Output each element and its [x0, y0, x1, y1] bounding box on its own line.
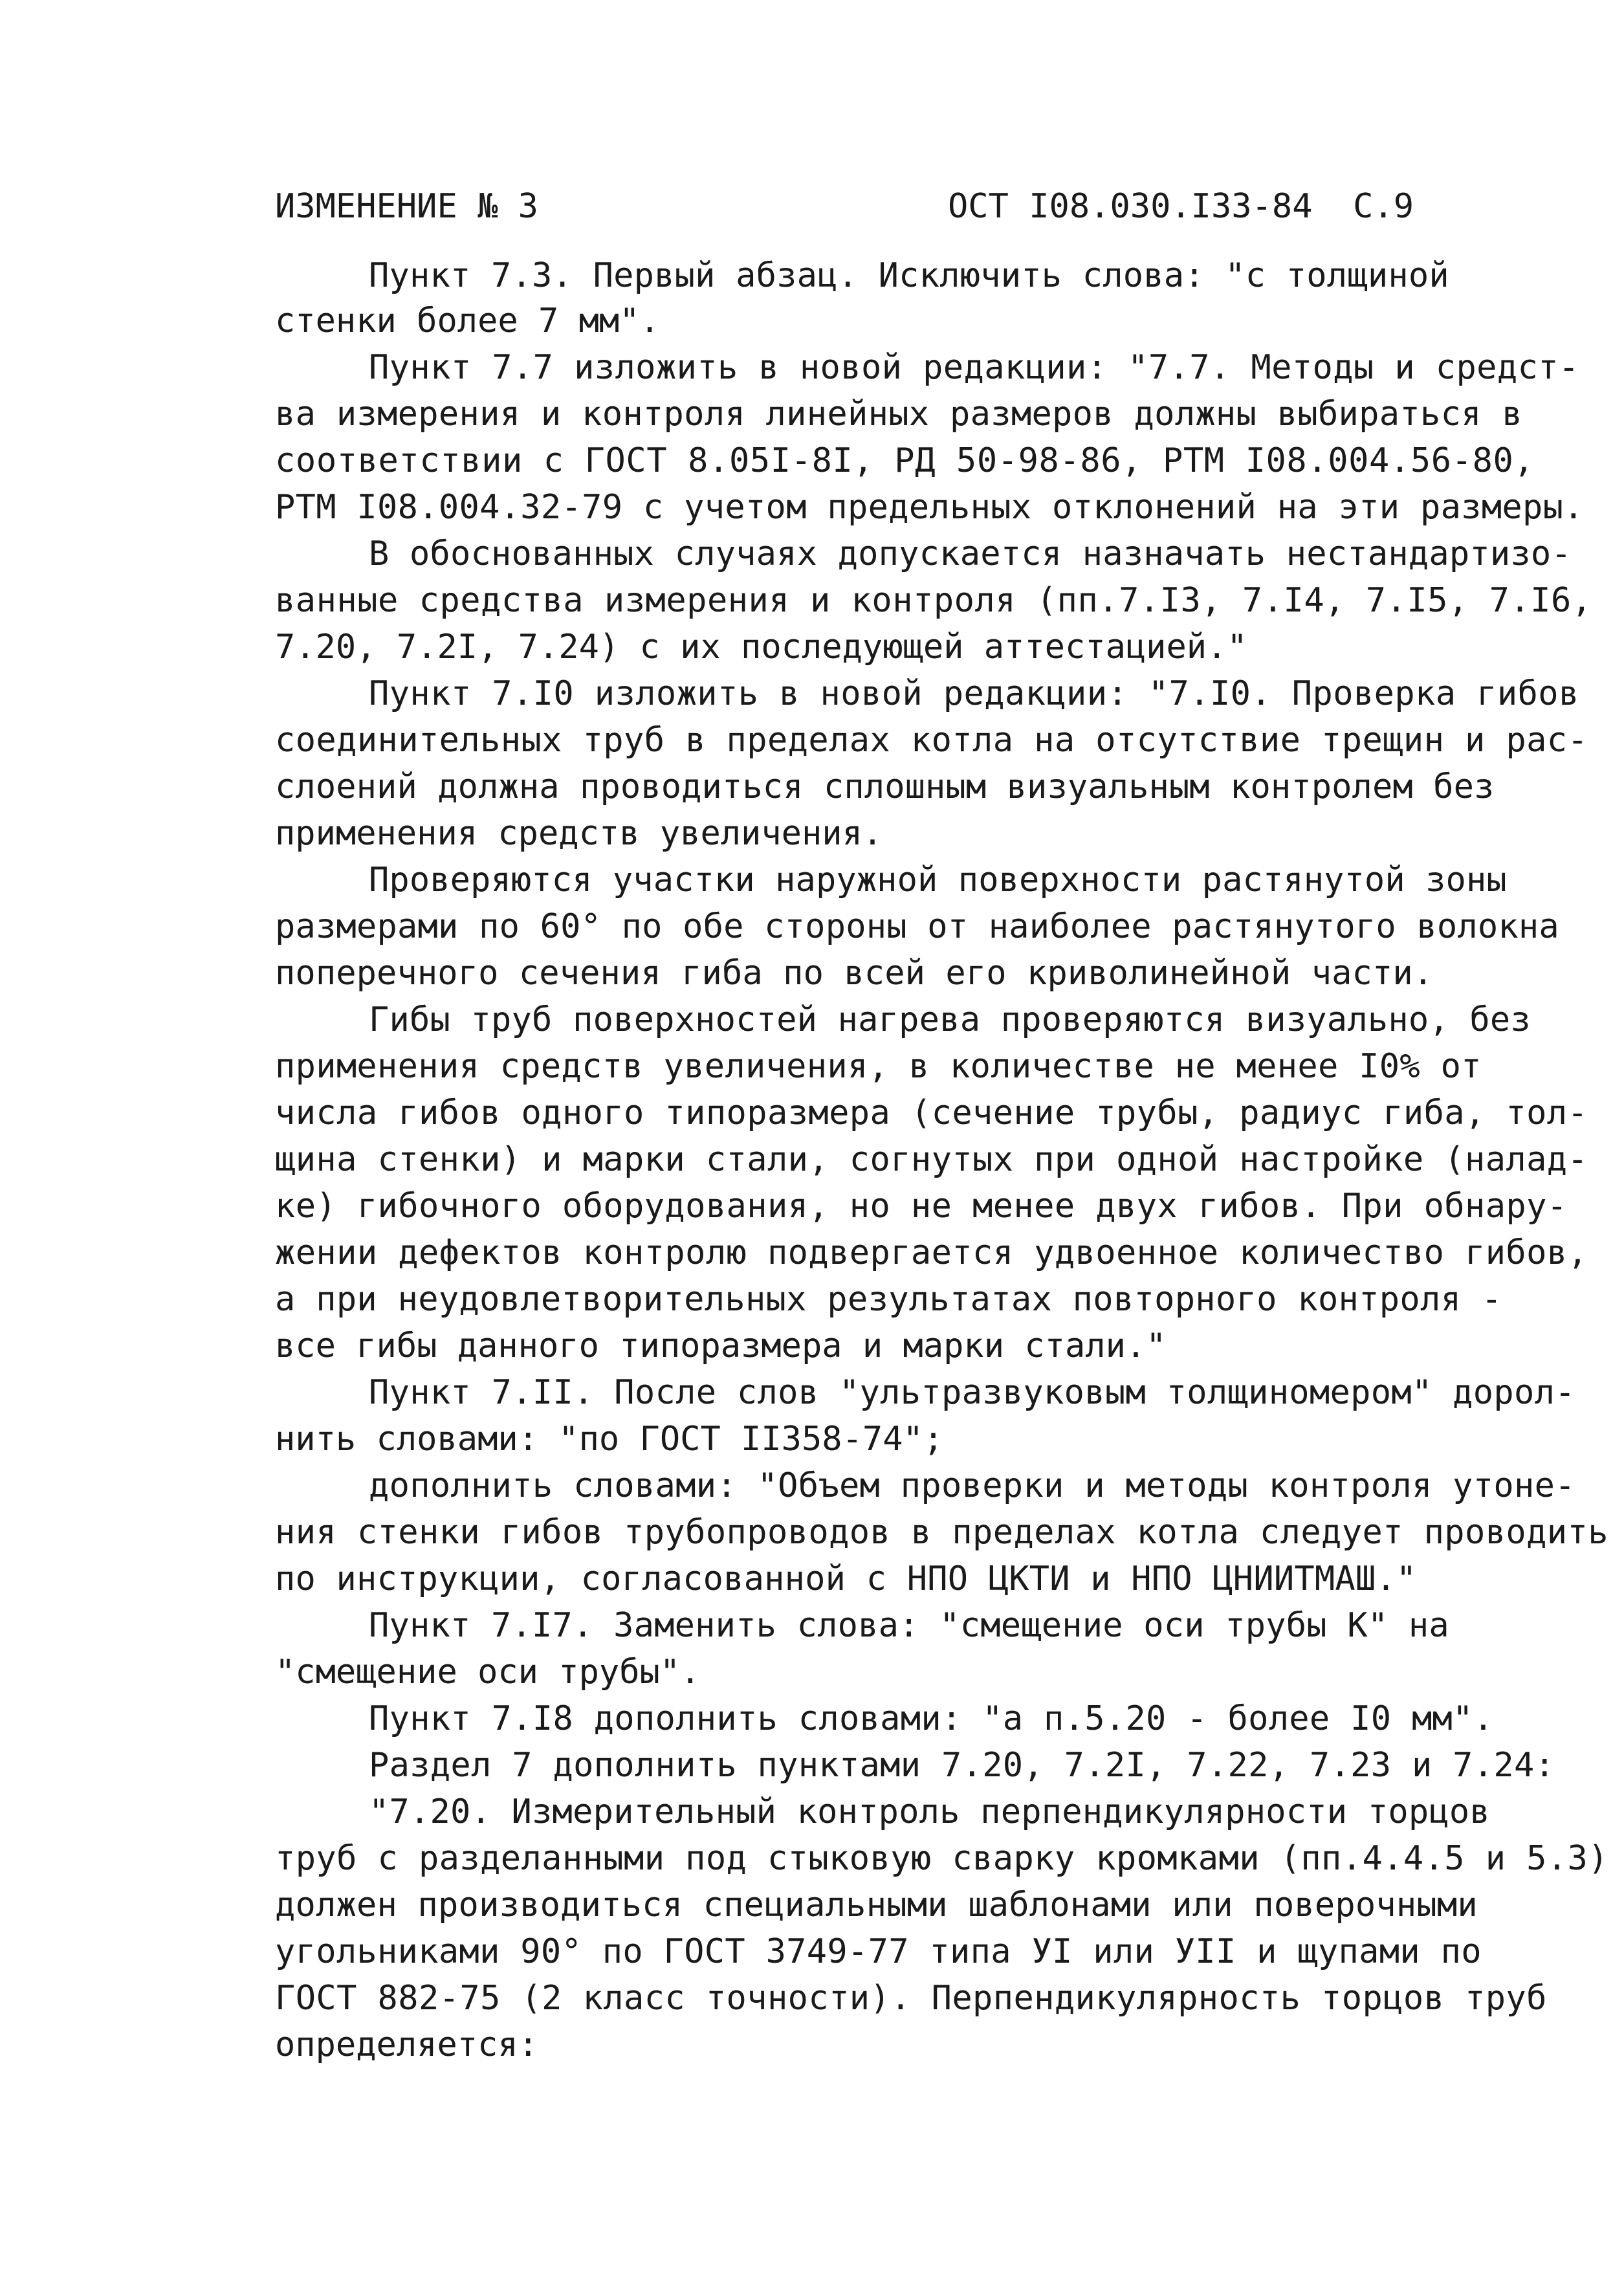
text-line: нить словами: "по ГОСТ II358-74"; [275, 1420, 944, 1459]
text-line: соответствии с ГОСТ 8.05I-8I, РД 50-98-86, РТМ I08.004.56-80, [275, 441, 1535, 480]
text-line: 7.20, 7.2I, 7.24) с их последующей аттестацией." [275, 628, 1247, 667]
text-line: Пункт 7.7 изложить в новой редакции: "7.7. Методы и средст- [369, 348, 1579, 387]
degree-text-segment: ° по обе стороны от наиболее растянутого волокна [580, 907, 1559, 946]
text-line: "смещение оси трубы". [275, 1653, 701, 1692]
text-line: все гибы данного типоразмера и марки стали." [275, 1327, 1167, 1365]
text-line: применения средств увеличения, в количестве не менее I0% от [275, 1047, 1482, 1086]
degree-text-segment: ° по ГОСТ 3749-77 типа УI или УII и щупами по [561, 1932, 1482, 1971]
text-line: а при неудовлетворительных результатах повторного контроля - [275, 1280, 1502, 1319]
text-line: слоений должна проводиться сплошным визуальным контролем без [275, 767, 1495, 806]
text-line: Пункт 7.3. Первый абзац. Исключить слова: "с толщиной [369, 256, 1449, 295]
text-line: должен производиться специальными шаблонами или поверочными [275, 1886, 1478, 1925]
text-line: соединительных труб в пределах котла на отсутствие трещин и рас- [275, 721, 1588, 760]
change-number-header: ИЗМЕНЕНИЕ № 3 [275, 187, 538, 226]
text-line: жении дефектов контролю подвергается удвоенное количество гибов, [275, 1233, 1588, 1272]
text-line: числа гибов одного типоразмера (сечение трубы, радиус гиба, тол- [275, 1094, 1588, 1132]
text-segment: угольниками 90 [275, 1932, 562, 1971]
text-line: "7.20. Измерительный контроль перпендикулярности торцов [369, 1792, 1490, 1831]
text-line [275, 1928, 1482, 1975]
text-line: труб с разделанными под стыковую сварку кромками (пп.4.4.5 и 5.3) [275, 1839, 1608, 1878]
text-line: ке) гибочного оборудования, но не менее двух гибов. При обнару- [275, 1187, 1568, 1226]
text-line: Пункт 7.I0 изложить в новой редакции: "7.I0. Проверка гибов [369, 674, 1579, 713]
text-segment: размерами по 60 [275, 907, 581, 946]
text-line: стенки более 7 мм". [275, 302, 660, 340]
text-line: ния стенки гибов трубопроводов в пределах котла следует проводить [275, 1513, 1608, 1552]
text-line: В обоснованных случаях допускается назначать нестандартизо- [369, 535, 1572, 573]
text-line: Пункт 7.I7. Заменить слова: "смещение оси трубы К" на [369, 1606, 1449, 1645]
text-line: щина стенки) и марки стали, согнутых при одной настройке (налад- [275, 1140, 1588, 1179]
text-line: Пункт 7.I8 дополнить словами: "а п.5.20 - более I0 мм". [369, 1699, 1494, 1738]
text-line: поперечного сечения гиба по всей его криволинейной части. [275, 954, 1434, 993]
standard-code-header: ОСТ I08.030.I33-84 С.9 [948, 187, 1414, 226]
text-line [275, 903, 1559, 950]
text-line: РТМ I08.004.32-79 с учетом предельных отклонений на эти размеры. [275, 488, 1584, 527]
text-line: применения средств увеличения. [275, 814, 883, 853]
text-line: дополнить словами: "Объем проверки и методы контроля утоне- [369, 1466, 1575, 1505]
text-line: Пункт 7.II. После слов "ультразвуковым толщиномером" дopол- [369, 1373, 1575, 1412]
text-line: определяется: [275, 2025, 538, 2064]
text-line: по инструкции, согласованной с НПО ЦКТИ и НПО ЦНИИТМАШ." [275, 1560, 1417, 1598]
text-line: ванные средства измерения и контроля (пп.7.I3, 7.I4, 7.I5, 7.I6, [275, 581, 1592, 620]
text-line: Раздел 7 дополнить пунктами 7.20, 7.2I, 7.22, 7.23 и 7.24: [369, 1746, 1555, 1785]
text-line: Гибы труб поверхностей нагрева проверяются визуально, без [369, 1000, 1531, 1039]
text-line: Проверяются участки наружной поверхности растянутой зоны [369, 861, 1507, 899]
text-line: ва измерения и контроля линейных размеров должны выбираться в [275, 395, 1523, 434]
text-line: ГОСТ 882-75 (2 класс точности). Перпендикулярность торцов труб [275, 1979, 1547, 2018]
